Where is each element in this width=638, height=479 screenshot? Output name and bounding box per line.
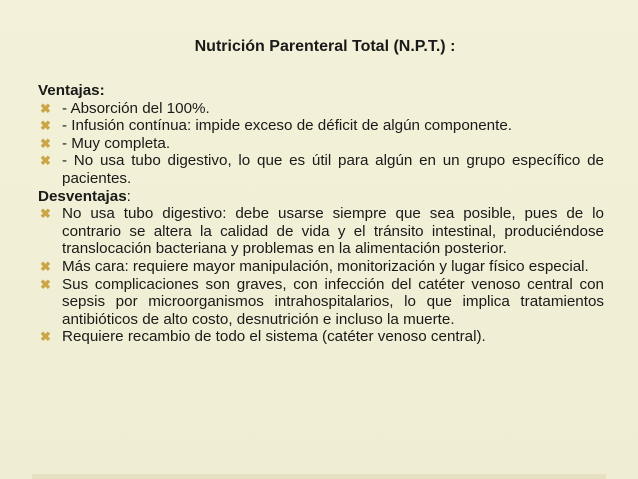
x-mark-bullet-icon: ✖ — [40, 100, 51, 116]
ventaja-text: - No usa tubo digestivo, lo que es útil para algún en un grupo específico de pacientes. — [62, 152, 604, 187]
ventaja-item — [38, 100, 604, 118]
desventajas-heading: Desventajas: — [38, 187, 131, 205]
desventaja-text: Más cara: requiere mayor manipulación, monitorización y lugar físico especial. — [62, 257, 589, 275]
x-mark-bullet-icon: ✖ — [40, 135, 51, 151]
ventaja-text: - Muy completa. — [62, 134, 171, 152]
ventaja-text: - Absorción del 100%. — [62, 99, 210, 117]
slide-content — [38, 82, 604, 346]
desventaja-text: Requiere recambio de todo el sistema (catéter venoso central). — [62, 328, 486, 346]
ventaja-item — [38, 117, 604, 135]
x-mark-bullet-icon: ✖ — [40, 329, 51, 345]
x-mark-bullet-icon: ✖ — [40, 276, 51, 292]
desventaja-text: Sus complicaciones son graves, con infección del catéter venoso central con sepsis por microorganismos intrahospitalarios, lo que implica tratamientos antibióticos de alto costo, desnutrición e incluso la muerte. — [62, 275, 604, 328]
ventajas-heading: Ventajas: — [38, 82, 105, 99]
x-mark-bullet-icon: ✖ — [40, 258, 51, 274]
ventaja-item — [38, 135, 604, 153]
ventaja-text: - Infusión contínua: impide exceso de déficit de algún componente. — [62, 117, 513, 135]
ventaja-item — [38, 152, 604, 187]
desventaja-text: No usa tubo digestivo: debe usarse siempre que sea posible, pues de lo contrario se altera la calidad de vida y el tránsito intestinal, produciéndose translocación bacteriana y problemas en la alimentación posterior. — [62, 205, 604, 258]
bottom-divider — [32, 474, 606, 479]
x-mark-bullet-icon: ✖ — [40, 153, 51, 169]
slide-title: Nutrición Parenteral Total (N.P.T.) : — [194, 38, 456, 55]
x-mark-bullet-icon: ✖ — [40, 118, 51, 134]
desventaja-item — [38, 328, 604, 346]
x-mark-bullet-icon: ✖ — [40, 206, 51, 222]
desventaja-item — [38, 276, 604, 329]
desventaja-item — [38, 258, 604, 276]
desventaja-item — [38, 205, 604, 258]
